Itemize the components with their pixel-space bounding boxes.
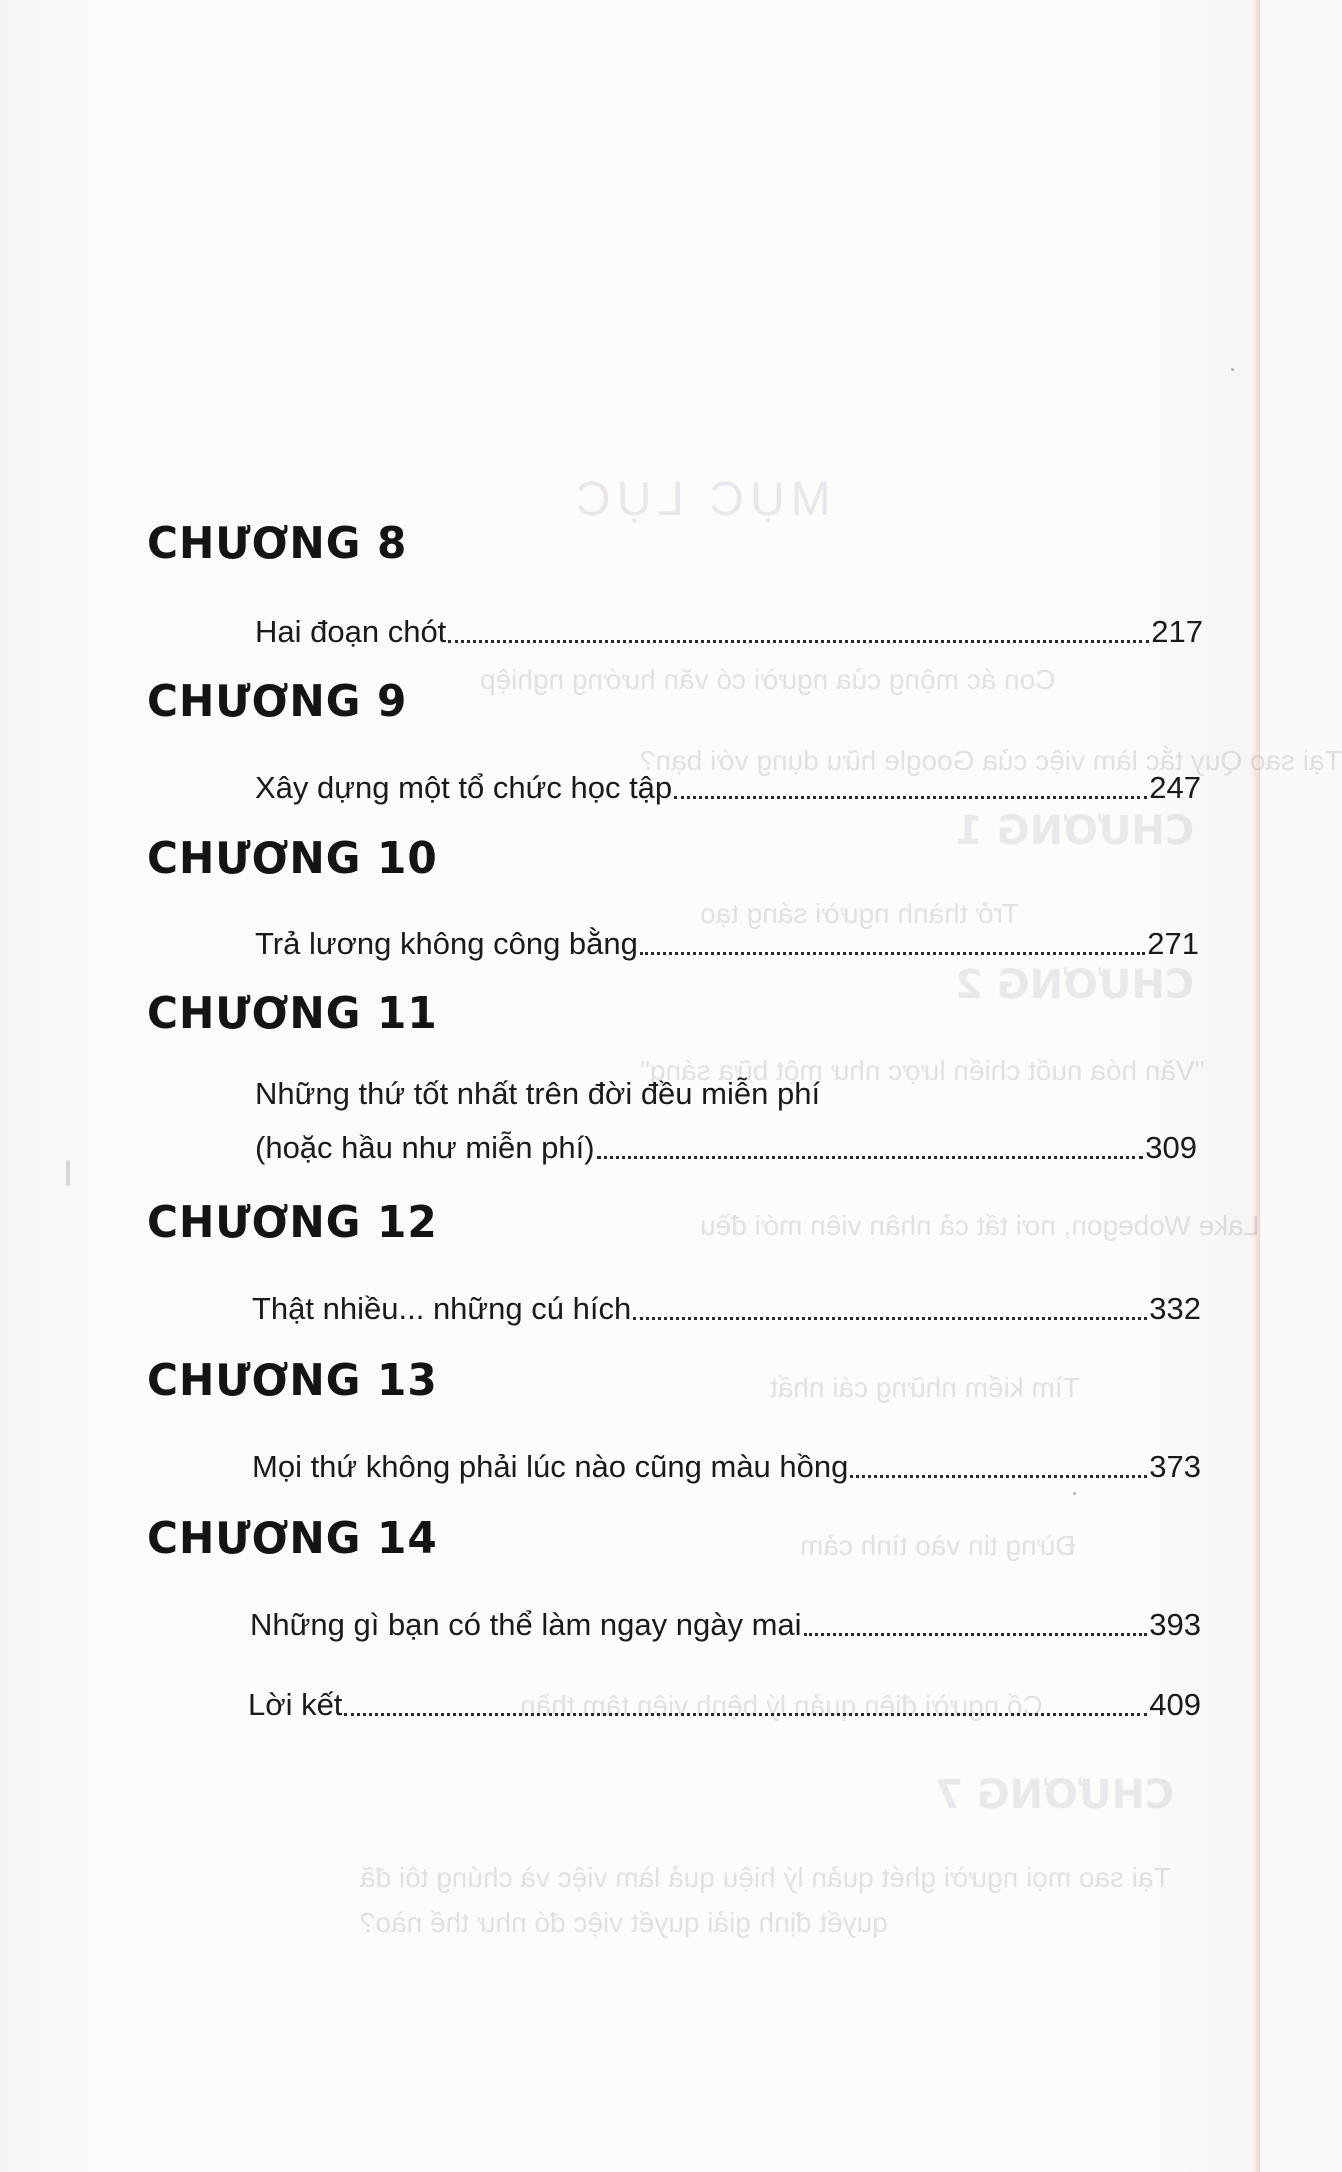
toc-entry-page: 332: [1149, 1291, 1201, 1326]
toc-entry-page: 409: [1149, 1687, 1201, 1722]
page-edge: [1252, 0, 1260, 2172]
show-through-text: Đừng tin vào tình cảm: [800, 1530, 1076, 1561]
toc-entry[interactable]: [252, 1287, 1201, 1327]
dot-leader: [597, 1156, 1144, 1159]
toc-entry[interactable]: [252, 1445, 1201, 1485]
toc-entry-title: Những gì bạn có thể làm ngay ngày mai: [250, 1607, 802, 1642]
show-through-text: Lake Wobegon, nơi tất cả nhân viên mới đều: [700, 1210, 1260, 1241]
chapter-heading: CHƯƠNG 9: [147, 676, 408, 727]
toc-entry-title: (hoặc hầu như miễn phí): [255, 1130, 595, 1165]
toc-entry[interactable]: [248, 1683, 1201, 1723]
chapter-heading: CHƯƠNG 10: [147, 833, 438, 884]
toc-entry[interactable]: [255, 766, 1201, 806]
toc-entry-page: 247: [1149, 770, 1201, 805]
toc-entry[interactable]: [250, 1603, 1201, 1643]
dot-leader: [344, 1713, 1147, 1716]
toc-entry-page: 309: [1145, 1130, 1197, 1165]
toc-entry-page: 217: [1151, 614, 1203, 649]
chapter-heading: CHƯƠNG 13: [147, 1355, 438, 1406]
dot-leader: [674, 796, 1147, 799]
chapter-heading: CHƯƠNG 8: [147, 518, 408, 569]
show-through-text: Tại sao Quy tắc làm việc của Google hữu dụng với bạn?: [640, 745, 1342, 776]
speck: [1073, 1492, 1076, 1495]
toc-entry[interactable]: [255, 1126, 1197, 1166]
dot-leader: [804, 1633, 1148, 1636]
toc-entry-page: 373: [1149, 1449, 1201, 1484]
dot-leader: [850, 1475, 1147, 1478]
dot-leader: [448, 640, 1149, 643]
toc-entry-title: Trả lương không công bằng: [255, 926, 638, 961]
chapter-heading: CHƯƠNG 12: [147, 1197, 438, 1248]
toc-entry-title: Lời kết: [248, 1687, 343, 1722]
toc-entry-title-line1[interactable]: Những thứ tốt nhất trên đời đều miễn phí: [255, 1076, 821, 1111]
speck: [1231, 368, 1234, 371]
show-through-heading: CHƯƠNG 1: [955, 808, 1195, 854]
dot-leader: [640, 952, 1145, 955]
toc-entry-title: Hai đoạn chót: [255, 614, 447, 649]
toc-entry[interactable]: [255, 610, 1203, 650]
toc-entry-title: Thật nhiều... những cú hích: [252, 1291, 632, 1326]
toc-entry[interactable]: [255, 922, 1199, 962]
show-through-text: Cố người điên quản lý bệnh viện tâm thần: [520, 1690, 1043, 1721]
show-through-text: Tìm kiếm những cái nhất: [770, 1372, 1080, 1403]
speck: [66, 1160, 70, 1186]
dot-leader: [633, 1317, 1147, 1320]
show-through-text: Con ác mộng của người có văn hướng nghiệp: [480, 664, 1056, 695]
show-through-text: "Văn hóa nuốt chiến lược như một bữa sáng": [640, 1055, 1205, 1086]
toc-entry-page: 271: [1147, 926, 1199, 961]
show-through-text: quyết định giải quyết việc đó như thế nào?: [360, 1907, 888, 1938]
chapter-heading: CHƯƠNG 11: [147, 988, 438, 1039]
toc-entry-title: Mọi thứ không phải lúc nào cũng màu hồng: [252, 1449, 849, 1484]
chapter-heading: CHƯƠNG 14: [147, 1513, 438, 1564]
show-through-heading: CHƯƠNG 7: [935, 1772, 1175, 1818]
show-through-text: Trở thành người sáng tạo: [700, 898, 1020, 929]
toc-entry-page: 393: [1149, 1607, 1201, 1642]
show-through-title: MỤC LỤC: [570, 473, 831, 526]
toc-entry-title: Xây dựng một tổ chức học tập: [255, 770, 673, 805]
show-through-text: Tại sao mọi người ghét quản lý hiệu quả làm việc và chúng tôi đã: [360, 1862, 1171, 1893]
show-through-heading: CHƯƠNG 2: [955, 962, 1195, 1008]
